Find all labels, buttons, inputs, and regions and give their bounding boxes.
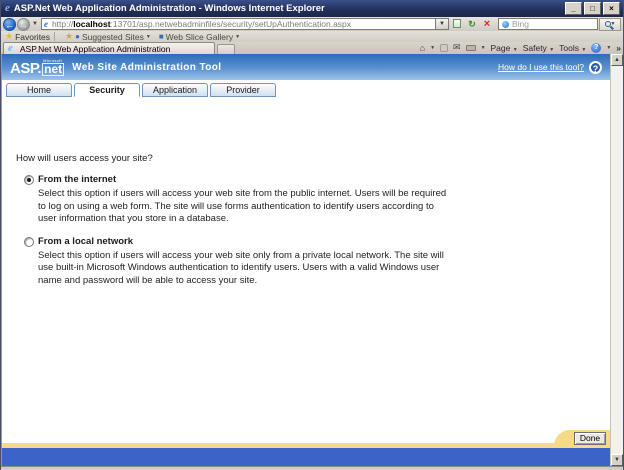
address-dropdown-button[interactable]: ▼ (436, 18, 449, 30)
home-icon[interactable]: ⌂ (419, 42, 426, 53)
page-viewport (1, 54, 623, 466)
stop-button[interactable]: × (483, 18, 491, 30)
url-path: :13701/asp.netwebadminfiles/security/setUpAuthentication.aspx (110, 19, 352, 29)
footer-yellow-strip (2, 443, 610, 448)
page-menu[interactable] (491, 43, 518, 53)
url-host: localhost (73, 19, 111, 29)
suggested-sites-icon: ● (75, 32, 80, 41)
wsat-tab-strip (2, 80, 610, 97)
print-icon[interactable] (466, 45, 476, 51)
tab-favicon: e (8, 42, 13, 54)
page-menu-label: Page (490, 42, 511, 53)
search-input[interactable] (498, 18, 598, 30)
search-placeholder: Bing (512, 19, 530, 29)
radio-from-a-local-network[interactable] (24, 237, 34, 247)
tab-home[interactable]: Home (6, 83, 72, 97)
search-dropdown-icon: ▼ (610, 21, 616, 27)
dropdown-arrow-icon: ▼ (480, 44, 486, 51)
bing-logo-icon (502, 21, 509, 28)
toolbar-overflow-chevron[interactable]: » (616, 42, 621, 53)
url-protocol: http:// (51, 19, 74, 29)
aspnet-logo (10, 59, 64, 76)
radio-from-the-internet[interactable] (24, 175, 34, 185)
done-button-panel (554, 430, 610, 448)
web-slice-icon: ■ (158, 32, 164, 41)
scroll-up-icon[interactable]: ▲ (611, 54, 623, 66)
close-button[interactable]: × (603, 2, 620, 15)
wsat-page (1, 54, 610, 466)
tab-bar (1, 42, 623, 54)
help-icon[interactable]: ? (591, 43, 601, 53)
tab-security[interactable]: Security (74, 83, 140, 97)
aspnet-logo-microsoft: Microsoft (43, 57, 63, 63)
footer-blue-bar (2, 448, 610, 466)
question-text: How will users access your site? (16, 153, 153, 164)
option-label[interactable]: From a local network (38, 235, 134, 247)
page-icon: e (43, 18, 48, 29)
new-tab-button[interactable] (217, 44, 235, 54)
dropdown-arrow-icon: ▼ (512, 46, 518, 53)
maximize-button[interactable]: □ (584, 2, 601, 15)
done-button[interactable]: Done (574, 432, 606, 445)
option-from-the-internet (24, 174, 610, 185)
wsat-help-icon[interactable]: ? (589, 61, 602, 74)
dropdown-arrow-icon: ▼ (549, 46, 555, 53)
favorites-bar (1, 31, 623, 42)
tab-provider[interactable]: Provider (210, 83, 276, 97)
wsat-header (2, 54, 610, 80)
safety-menu[interactable] (523, 43, 554, 53)
dropdown-arrow-icon: ▼ (581, 46, 587, 53)
scroll-down-icon[interactable]: ▼ (611, 454, 623, 466)
forward-button[interactable]: → (19, 19, 28, 30)
dropdown-arrow-icon: ▼ (145, 33, 151, 40)
dropdown-arrow-icon: ▼ (606, 44, 612, 51)
title-bar (1, 0, 623, 17)
tab-application[interactable]: Application (142, 83, 208, 97)
window-title: ASP.Net Web Application Administration - Windows Internet Explorer (13, 3, 325, 14)
browser-tab-title: ASP.Net Web Application Administration (19, 43, 171, 54)
minimize-button[interactable]: _ (565, 2, 582, 15)
read-mail-icon[interactable]: ✉ (453, 42, 461, 52)
compatibility-view-button[interactable] (450, 18, 464, 30)
aspnet-logo-net: net (44, 61, 63, 76)
address-toolbar (1, 17, 623, 31)
ie-logo-icon: e (5, 2, 10, 14)
search-button[interactable] (599, 18, 621, 31)
add-favorite-icon[interactable]: ★ (65, 31, 74, 41)
favorites-item-suggested-sites[interactable] (75, 32, 151, 42)
suggested-sites-label: Suggested Sites (81, 31, 144, 42)
option-label[interactable]: From the internet (38, 174, 117, 185)
tools-menu-label: Tools (559, 42, 579, 53)
feeds-icon[interactable] (440, 44, 448, 52)
vertical-scrollbar[interactable] (610, 54, 623, 466)
search-icon (605, 21, 611, 27)
browser-tab[interactable] (3, 42, 215, 54)
favorites-item-web-slice-gallery[interactable] (159, 32, 240, 42)
favorites-button[interactable]: Favorites (15, 31, 51, 42)
divider (54, 32, 55, 41)
page-title: Web Site Administration Tool (72, 61, 222, 73)
compatibility-icon (453, 19, 461, 28)
option-description: Select this option if users will access your web site only from a private local network. The site will use built-in Microsoft Windows authentication to identify users. Users with a valid Windows user name and password will be able to access your site. (38, 249, 444, 286)
dropdown-arrow-icon: ▼ (235, 33, 241, 40)
web-slice-gallery-label: Web Slice Gallery (165, 31, 234, 42)
command-bar (420, 42, 621, 54)
address-input[interactable] (41, 18, 436, 30)
dropdown-arrow-icon: ▼ (430, 44, 436, 51)
option-from-a-local-network (24, 236, 610, 247)
safety-menu-label: Safety (522, 42, 547, 53)
favorites-star-icon: ★ (5, 31, 14, 41)
content-area (2, 97, 610, 443)
history-dropdown-icon[interactable]: ▼ (32, 21, 38, 27)
status-bar (1, 466, 623, 470)
back-button[interactable]: ← (5, 19, 14, 30)
refresh-button[interactable]: ↻ (468, 19, 476, 29)
aspnet-logo-asp: ASP. (10, 59, 42, 77)
how-do-i-use-link[interactable]: How do I use this tool? (498, 62, 584, 72)
option-description: Select this option if users will access your web site from the public internet. Users will be required to log on using a web form. The site will use forms authentication to identify users according to user information that you store in a database. (38, 188, 447, 224)
tools-menu[interactable] (559, 43, 586, 53)
